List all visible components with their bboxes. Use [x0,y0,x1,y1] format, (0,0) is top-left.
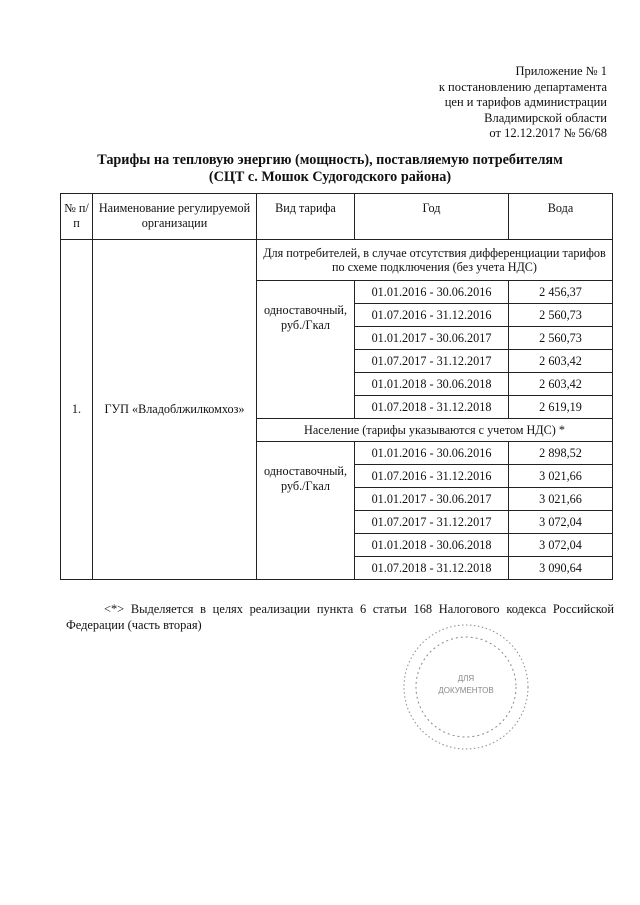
period-cell: 01.07.2018 - 31.12.2018 [355,396,509,419]
table-header-row [61,194,613,240]
table-group-row [61,240,613,281]
header-water: Вода [509,194,613,240]
appendix-line: Приложение № 1 [515,64,607,78]
stamp-text-line: ДОКУМЕНТОВ [438,686,494,695]
stamp-seal [396,617,536,757]
value-cell: 2 560,73 [509,304,613,327]
appendix-date-line: от 12.12.2017 № 56/68 [489,126,607,141]
tariff-type-label: одноставочный, руб./Гкал [263,464,347,493]
document-title [60,152,600,186]
period-cell: 01.01.2017 - 30.06.2017 [355,488,509,511]
value-cell: 2 456,37 [509,281,613,304]
tariff-table [60,193,613,580]
value-cell: 3 072,04 [509,534,613,557]
period-cell: 01.01.2018 - 30.06.2018 [355,534,509,557]
tariff-type-cell [257,442,355,580]
value-cell: 3 021,66 [509,488,613,511]
header-year: Год [355,194,509,240]
period-cell: 01.01.2016 - 30.06.2016 [355,442,509,465]
value-cell: 2 619,19 [509,396,613,419]
value-cell: 3 072,04 [509,511,613,534]
period-cell: 01.07.2018 - 31.12.2018 [355,557,509,580]
tariff-type-cell [257,281,355,419]
row-number-cell: 1. [61,240,93,580]
title-subline: (СЦТ с. Мошок Судогодского района) [208,169,452,185]
header-tariff-type: Вид тарифа [257,194,355,240]
period-cell: 01.01.2018 - 30.06.2018 [355,373,509,396]
group-heading: Для потребителей, в случае отсутствия дифференциации тарифов по схеме подключения (без учета НДС) [257,240,613,281]
group-heading: Население (тарифы указываются с учетом НДС) * [257,419,613,442]
value-cell: 2 603,42 [509,350,613,373]
appendix-line: к постановлению департамента [438,79,607,94]
value-cell: 2 560,73 [509,327,613,350]
value-cell: 3 090,64 [509,557,613,580]
title-line: Тарифы на тепловую энергию (мощность), поставляемую потребителям [97,152,563,168]
period-cell: 01.01.2017 - 30.06.2017 [355,327,509,350]
value-cell: 2 898,52 [509,442,613,465]
header-num: № п/п [61,194,93,240]
period-cell: 01.01.2016 - 30.06.2016 [355,281,509,304]
appendix-header [377,64,607,142]
period-cell: 01.07.2017 - 31.12.2017 [355,350,509,373]
period-cell: 01.07.2016 - 31.12.2016 [355,304,509,327]
footnote: <*> Выделяется в целях реализации пункта 6 статьи 168 Налогового кодекса Российской Федерации (часть вторая) [66,602,614,632]
header-organization: Наименование регулируемой организации [93,194,257,240]
period-cell: 01.07.2016 - 31.12.2016 [355,465,509,488]
value-cell: 3 021,66 [509,465,613,488]
value-cell: 2 603,42 [509,373,613,396]
appendix-line: Владимирской области [484,110,607,125]
appendix-line: цен и тарифов администрации [444,95,607,110]
tariff-type-label: одноставочный, руб./Гкал [263,303,347,332]
stamp-text-line: ДЛЯ [457,674,475,683]
period-cell: 01.07.2017 - 31.12.2017 [355,511,509,534]
organization-cell: ГУП «Владоблжилкомхоз» [93,240,257,580]
